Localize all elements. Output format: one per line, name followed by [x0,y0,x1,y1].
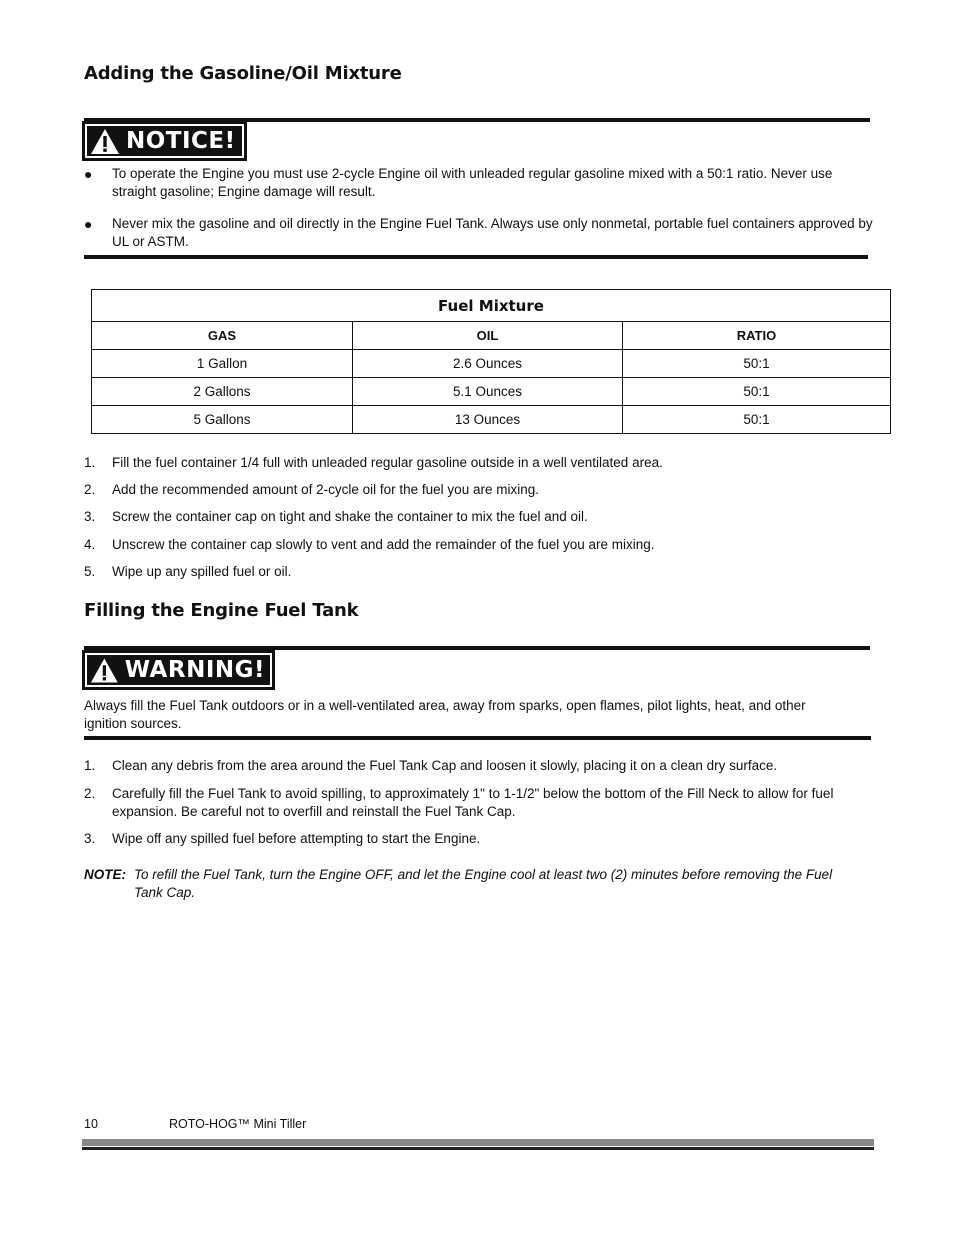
table-header-row [92,322,891,350]
step-number: 3. [84,831,96,846]
list-item [84,481,874,499]
step-number: 3. [84,509,96,524]
table-cell: 2 Gallons [92,378,353,406]
table-row [92,350,891,378]
note-label: NOTE: [84,867,126,882]
list-item [84,757,874,775]
step-text: Fill the fuel container 1/4 full with unleaded regular gasoline outside in a well ventilated area. [112,455,663,470]
step-number: 5. [84,564,96,579]
table-cell: 5.1 Ounces [353,378,623,406]
step-number: 1. [84,758,96,773]
column-header-gas: GAS [92,322,353,350]
column-header-ratio: RATIO [623,322,891,350]
step-text: Clean any debris from the area around the Fuel Tank Cap and loosen it slowly, placing it on a clean dry surface. [112,758,778,773]
warning-label: WARNING! [124,657,265,683]
step-number: 2. [84,482,96,497]
table-cell: 2.6 Ounces [353,350,623,378]
footer-product-name: ROTO-HOG™ Mini Tiller [169,1117,307,1131]
note-text: To refill the Fuel Tank, turn the Engine OFF, and let the Engine cool at least two (2) minutes before removing the Fuel Tank Cap. [134,867,833,900]
table-cell: 13 Ounces [353,406,623,434]
table-caption: Fuel Mixture [92,290,891,322]
list-item [84,563,874,581]
step-text: Wipe off any spilled fuel before attempting to start the Engine. [112,831,481,846]
bullet-icon: ● [84,216,93,232]
step-text: Screw the container cap on tight and shake the container to mix the fuel and oil. [112,509,588,524]
notice-badge [82,121,247,161]
table-cell: 50:1 [623,406,891,434]
section-heading-fuel-tank: Filling the Engine Fuel Tank [84,600,359,621]
footer-rule-dark [82,1147,874,1150]
step-number: 1. [84,455,96,470]
page-number: 10 [84,1117,98,1131]
notice-bullet [84,165,874,201]
list-item [84,508,874,526]
step-text: Wipe up any spilled fuel or oil. [112,564,292,579]
step-text: Add the recommended amount of 2-cycle oil for the fuel you are mixing. [112,482,539,497]
table-row [92,378,891,406]
footer-rule [82,1139,874,1146]
list-item [84,454,874,472]
notice-bullet-text: Never mix the gasoline and oil directly in the Engine Fuel Tank. Always use only nonmetal, portable fuel containers approved by UL or ASTM. [112,216,873,249]
notice-bottom-rule [84,255,868,259]
step-number: 2. [84,786,96,801]
warning-text: Always fill the Fuel Tank outdoors or in a well-ventilated area, away from sparks, open flames, pilot lights, heat, and other ignition sources. [84,698,806,731]
notice-bullet-text: To operate the Engine you must use 2-cycle Engine oil with unleaded regular gasoline mixed with a 50:1 ratio. Never use straight gasoline; Engine damage will result. [112,166,833,199]
step-text: Unscrew the container cap slowly to vent and add the remainder of the fuel you are mixing. [112,537,655,552]
notice-bullet [84,215,874,251]
notice-label: NOTICE! [126,128,236,154]
list-item [84,785,874,821]
warning-triangle-icon [90,656,119,684]
bullet-icon: ● [84,166,93,182]
fuel-mixture-table [91,289,891,434]
step-text: Carefully fill the Fuel Tank to avoid spilling, to approximately 1" to 1-1/2" below the bottom of the Fill Neck to allow for fuel expansion. Be careful not to overfill and reinstall the Fuel Tank Cap. [112,786,834,819]
table-cell: 1 Gallon [92,350,353,378]
section-heading-gasoline-oil: Adding the Gasoline/Oil Mixture [84,63,402,84]
warning-bottom-rule [84,736,871,740]
table-cell: 50:1 [623,350,891,378]
table-cell: 50:1 [623,378,891,406]
column-header-oil: OIL [353,322,623,350]
warning-badge [82,650,275,690]
list-item [84,830,874,848]
list-item [84,536,874,554]
table-row [92,406,891,434]
table-cell: 5 Gallons [92,406,353,434]
note-block [84,866,834,902]
warning-triangle-icon [90,127,120,155]
step-number: 4. [84,537,96,552]
